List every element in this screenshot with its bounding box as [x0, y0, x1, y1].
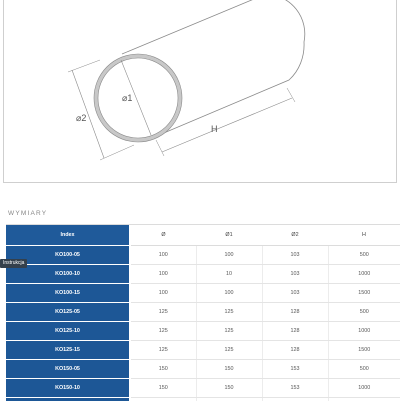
diameter-2-cell: 103: [262, 246, 328, 265]
diameter-1-cell: 150: [196, 360, 262, 379]
table-row[interactable]: [6, 303, 400, 322]
d2-extension-top: [68, 60, 100, 72]
height-cell: 500: [328, 303, 400, 322]
index-cell[interactable]: KO125-15: [6, 341, 130, 360]
diameter-2-cell: 103: [262, 284, 328, 303]
dimensions-table: [6, 225, 400, 401]
index-cell[interactable]: KO150-10: [6, 379, 130, 398]
diameter-1-cell: 125: [196, 322, 262, 341]
dimensions-heading: WYMIARY: [8, 210, 47, 217]
diameter-2-cell: 128: [262, 322, 328, 341]
product-diagram-panel: [3, 0, 397, 183]
d2-extension-bottom: [100, 145, 134, 160]
pipe-front-ring: [96, 56, 180, 140]
index-cell[interactable]: KO125-05: [6, 303, 130, 322]
diameter-1-cell: 100: [196, 246, 262, 265]
diameter-2-cell: 128: [262, 341, 328, 360]
table-row[interactable]: [6, 265, 400, 284]
index-cell[interactable]: KO150-05: [6, 360, 130, 379]
table-row[interactable]: [6, 379, 400, 398]
diameter-cell: 100: [130, 246, 196, 265]
diameter-1-cell: 125: [196, 303, 262, 322]
diameter-1-cell: 100: [196, 284, 262, 303]
height-cell: 1500: [328, 284, 400, 303]
index-cell[interactable]: KO100-15: [6, 284, 130, 303]
diameter-2-cell: 103: [262, 265, 328, 284]
height-cell: 1500: [328, 341, 400, 360]
index-cell[interactable]: KO125-10: [6, 322, 130, 341]
height-cell: 1000: [328, 322, 400, 341]
diameter-cell: 100: [130, 284, 196, 303]
height-cell: 500: [328, 246, 400, 265]
table-header-row: [6, 225, 400, 246]
diameter-1-cell: 10: [196, 265, 262, 284]
height-cell: 1000: [328, 265, 400, 284]
diameter-1-cell: [196, 398, 262, 401]
d2-label: ⌀2: [76, 113, 86, 123]
diameter-2-cell: 128: [262, 303, 328, 322]
index-cell[interactable]: KO100-05: [6, 246, 130, 265]
diameter-2-cell: 153: [262, 360, 328, 379]
column-header-diameter[interactable]: Ø: [130, 225, 196, 246]
h-extension-left: [156, 140, 164, 156]
diameter-cell: 150: [130, 379, 196, 398]
diameter-cell: 125: [130, 303, 196, 322]
index-cell[interactable]: KO100-10: [6, 265, 130, 284]
height-cell: [328, 398, 400, 401]
index-cell[interactable]: [6, 398, 130, 401]
height-cell: 1000: [328, 379, 400, 398]
diameter-2-cell: 153: [262, 379, 328, 398]
pipe-diagram: [4, 0, 398, 183]
table-row[interactable]: [6, 341, 400, 360]
table-row[interactable]: [6, 360, 400, 379]
d1-label: ⌀1: [122, 93, 132, 103]
diameter-cell: 125: [130, 322, 196, 341]
instruction-tooltip[interactable]: Instrukcja: [0, 259, 27, 268]
diameter-1-cell: 150: [196, 379, 262, 398]
height-cell: 500: [328, 360, 400, 379]
table-row[interactable]: [6, 398, 400, 401]
dimensions-table-container[interactable]: [6, 224, 400, 401]
diameter-cell: 125: [130, 341, 196, 360]
column-header-height[interactable]: H: [328, 225, 400, 246]
diameter-cell: 150: [130, 360, 196, 379]
table-row[interactable]: [6, 322, 400, 341]
diameter-2-cell: [262, 398, 328, 401]
diameter-1-cell: 125: [196, 341, 262, 360]
column-header-diameter-2[interactable]: Ø2: [262, 225, 328, 246]
table-row[interactable]: [6, 284, 400, 303]
pipe-inner-edge: [98, 58, 178, 138]
h-label: H: [211, 124, 218, 134]
table-row[interactable]: [6, 246, 400, 265]
column-header-diameter-1[interactable]: Ø1: [196, 225, 262, 246]
diameter-cell: 100: [130, 265, 196, 284]
column-header-index[interactable]: Index: [6, 225, 130, 246]
diameter-cell: [130, 398, 196, 401]
pipe-outline: [122, 0, 305, 138]
